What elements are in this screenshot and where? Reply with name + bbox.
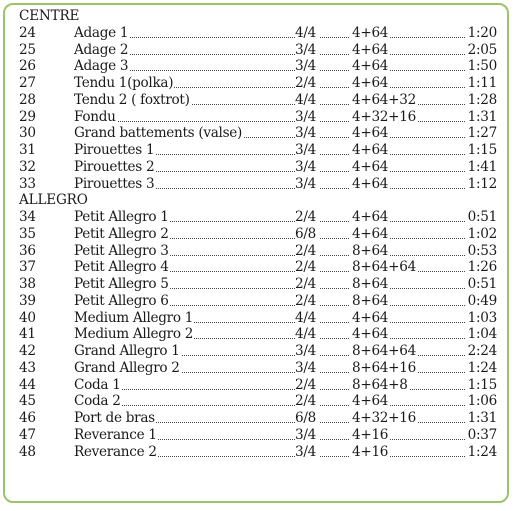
track-row: [19, 360, 497, 377]
track-duration: 1:27: [467, 125, 497, 142]
phrase-pattern: 4+64: [349, 25, 389, 42]
dot-leader: [74, 37, 497, 38]
phrase-pattern: 4+32+16: [349, 109, 417, 126]
track-duration: 0:49: [467, 292, 497, 309]
time-signature: 3/4: [295, 159, 319, 176]
track-row: [19, 25, 497, 42]
track-row: [19, 377, 497, 394]
track-name: Petit Allegro 1: [74, 209, 169, 225]
time-signature: 2/4: [295, 377, 319, 394]
time-signature: 2/4: [295, 276, 319, 293]
track-name: Grand Allegro 1: [74, 343, 180, 359]
track-duration: 1:15: [467, 142, 497, 158]
track-duration: 2:24: [467, 343, 497, 359]
track-row: [19, 326, 497, 343]
track-number: 41: [19, 326, 36, 343]
track-number: 30: [19, 125, 36, 142]
track-duration: 1:20: [467, 24, 497, 41]
track-number: 40: [19, 309, 36, 326]
track-number: 37: [19, 259, 36, 276]
time-signature: 3/4: [295, 343, 319, 360]
phrase-pattern: 8+64+16: [349, 360, 417, 377]
time-signature: 2/4: [295, 243, 319, 260]
track-name: Pirouettes 3: [74, 175, 155, 192]
track-row: [19, 226, 497, 243]
dot-leader: [74, 70, 497, 71]
phrase-pattern: 8+64: [349, 293, 389, 310]
track-row: [19, 410, 497, 427]
track-duration: 1:26: [467, 259, 497, 276]
time-signature: 2/4: [295, 209, 319, 226]
phrase-pattern: 4+64: [349, 58, 389, 75]
track-number: 31: [19, 142, 36, 158]
time-signature: 2/4: [295, 293, 319, 310]
track-list: [19, 8, 497, 460]
time-signature: 2/4: [295, 75, 319, 92]
track-name: Tendu 2 ( foxtrot): [74, 91, 190, 108]
dot-leader: [74, 389, 497, 390]
track-duration: 1:50: [467, 58, 497, 75]
time-signature: 3/4: [295, 176, 319, 193]
track-duration: 1:06: [467, 393, 497, 410]
track-name: Petit Allegro 4: [74, 259, 169, 276]
track-number: 42: [19, 343, 36, 359]
track-name: Reverance 2: [74, 443, 157, 460]
phrase-pattern: 4+64: [349, 326, 389, 343]
track-name: Petit Allegro 2: [74, 225, 169, 242]
time-signature: 4/4: [295, 326, 319, 343]
track-number: 39: [19, 292, 36, 309]
track-name: Grand Allegro 2: [74, 359, 180, 376]
track-duration: 0:53: [467, 242, 497, 259]
track-duration: 1:31: [467, 410, 497, 426]
section-title: ALLEGRO: [19, 192, 88, 209]
time-signature: 4/4: [295, 25, 319, 42]
section-title: CENTRE: [19, 8, 80, 24]
track-number: 24: [19, 24, 36, 41]
phrase-pattern: 4+64+32: [349, 92, 417, 109]
track-duration: 0:51: [467, 276, 497, 292]
track-number: 28: [19, 91, 36, 108]
track-row: [19, 427, 497, 444]
phrase-pattern: 8+64+8: [349, 377, 409, 394]
phrase-pattern: 4+64: [349, 209, 389, 226]
phrase-pattern: 4+64: [349, 393, 389, 410]
dot-leader: [74, 54, 497, 55]
time-signature: 2/4: [295, 259, 319, 276]
phrase-pattern: 4+64: [349, 125, 389, 142]
track-row: [19, 176, 497, 193]
track-row: [19, 125, 497, 142]
track-row: [19, 159, 497, 176]
dot-leader: [74, 121, 497, 122]
track-number: 25: [19, 41, 36, 58]
track-name: Petit Allegro 3: [74, 242, 169, 259]
time-signature: 3/4: [295, 42, 319, 59]
track-name: Pirouettes 1: [74, 142, 155, 158]
phrase-pattern: 4+16: [349, 444, 389, 461]
track-name: Reverance 1: [74, 426, 157, 443]
track-name: Adage 1: [74, 24, 129, 41]
track-name: Port de bras: [74, 410, 155, 426]
track-duration: 1:28: [467, 91, 497, 108]
phrase-pattern: 4+64: [349, 142, 389, 159]
phrase-pattern: 8+64: [349, 276, 389, 293]
track-name: Fondu: [74, 108, 116, 125]
phrase-pattern: 8+64: [349, 243, 389, 260]
track-number: 29: [19, 108, 36, 125]
track-duration: 1:15: [467, 376, 497, 393]
time-signature: 3/4: [295, 360, 319, 377]
phrase-pattern: 4+64: [349, 42, 389, 59]
track-number: 34: [19, 209, 36, 225]
phrase-pattern: 8+64+64: [349, 259, 417, 276]
time-signature: 3/4: [295, 109, 319, 126]
track-row: [19, 343, 497, 360]
track-number: 32: [19, 158, 36, 175]
track-number: 48: [19, 443, 36, 460]
track-row: [19, 209, 497, 226]
time-signature: 3/4: [295, 427, 319, 444]
time-signature: 3/4: [295, 444, 319, 461]
track-number: 44: [19, 376, 36, 393]
track-name: Grand battements (valse): [74, 125, 243, 142]
track-name: Petit Allegro 6: [74, 292, 169, 309]
time-signature: 2/4: [295, 393, 319, 410]
track-row: [19, 92, 497, 109]
track-name: Adage 3: [74, 58, 129, 75]
phrase-pattern: 4+64: [349, 75, 389, 92]
time-signature: 6/8: [295, 226, 319, 243]
track-number: 38: [19, 276, 36, 292]
track-row: [19, 75, 497, 92]
track-number: 26: [19, 58, 36, 75]
track-row: [19, 58, 497, 75]
dot-leader: [74, 405, 497, 406]
track-number: 46: [19, 410, 36, 426]
time-signature: 3/4: [295, 142, 319, 159]
track-duration: 1:03: [467, 309, 497, 326]
track-number: 33: [19, 175, 36, 192]
track-number: 45: [19, 393, 36, 410]
time-signature: 4/4: [295, 92, 319, 109]
track-name: Petit Allegro 5: [74, 276, 169, 292]
track-row: [19, 444, 497, 461]
track-number: 27: [19, 75, 36, 91]
track-duration: 0:51: [467, 209, 497, 225]
track-duration: 1:11: [467, 75, 497, 91]
track-duration: 1:24: [467, 443, 497, 460]
time-signature: 3/4: [295, 58, 319, 75]
time-signature: 4/4: [295, 310, 319, 327]
track-row: [19, 276, 497, 293]
phrase-pattern: 4+64: [349, 310, 389, 327]
time-signature: 6/8: [295, 410, 319, 427]
track-duration: 2:05: [467, 41, 497, 58]
track-name: Adage 2: [74, 41, 129, 58]
track-row: [19, 259, 497, 276]
time-signature: 3/4: [295, 125, 319, 142]
track-row: [19, 293, 497, 310]
track-name: Tendu 1(polka): [74, 75, 174, 91]
track-row: [19, 393, 497, 410]
track-row: [19, 42, 497, 59]
track-duration: 1:12: [467, 175, 497, 192]
track-name: Pirouettes 2: [74, 158, 155, 175]
track-number: 47: [19, 426, 36, 443]
track-name: Coda 1: [74, 376, 121, 393]
track-row: [19, 310, 497, 327]
phrase-pattern: 4+64: [349, 159, 389, 176]
track-duration: 0:37: [467, 426, 497, 443]
phrase-pattern: 8+64+64: [349, 343, 417, 360]
track-number: 35: [19, 225, 36, 242]
phrase-pattern: 4+64: [349, 226, 389, 243]
track-row: [19, 142, 497, 159]
track-duration: 1:31: [467, 108, 497, 125]
track-row: [19, 243, 497, 260]
track-name: Medium Allegro 1: [74, 309, 194, 326]
track-number: 43: [19, 359, 36, 376]
track-duration: 1:41: [467, 158, 497, 175]
track-name: Medium Allegro 2: [74, 326, 194, 343]
phrase-pattern: 4+16: [349, 427, 389, 444]
track-number: 36: [19, 242, 36, 259]
phrase-pattern: 4+32+16: [349, 410, 417, 427]
track-duration: 1:02: [467, 225, 497, 242]
track-duration: 1:04: [467, 326, 497, 343]
track-name: Coda 2: [74, 393, 121, 410]
track-duration: 1:24: [467, 359, 497, 376]
track-row: [19, 109, 497, 126]
phrase-pattern: 4+64: [349, 176, 389, 193]
